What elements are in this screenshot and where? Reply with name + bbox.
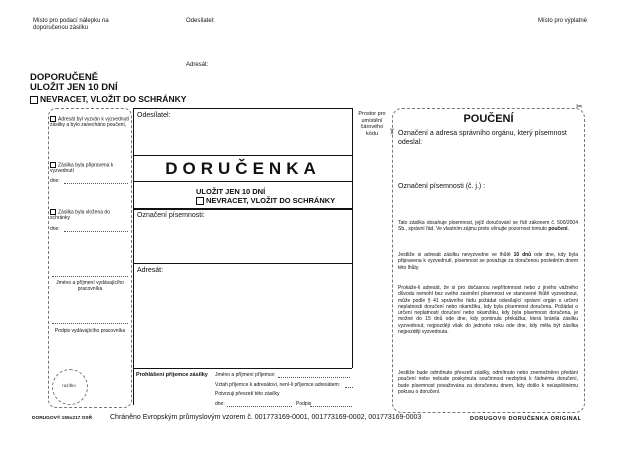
form-top-border [133, 108, 352, 109]
form-sender-label: Odesílatel: [137, 112, 171, 119]
form-store-10-days: ULOŽIT JEN 10 DNÍ [196, 187, 266, 196]
instruction-paragraph-4: Jestliže bude odmítnuto převzetí zásilky, odmítnuto nebo znemožněno předání poučení nebo nebude poskytnuta součinnost nezbytná k řádnému doručení, bude písemnost považována za doručenou dnem, kdy došlo k neúspěšnému pokusu o doručení. [398, 370, 578, 395]
form-left-border [133, 108, 134, 405]
prepared-checkbox[interactable] [50, 162, 56, 168]
sender-header-label: Odesílatel: [186, 18, 215, 24]
sticker-place-label: Místo pro podací nálepku na doporučenou zásilku [33, 18, 109, 31]
prepared-day-label: dne: [50, 178, 60, 184]
signature-label: Podpis [296, 401, 312, 407]
addressee-header-label: Adresát: [186, 62, 209, 68]
p1-text: Tato zásilka obsahuje písemnost, jejíž doručování se řídí zákonem č. 500/2004 Sb., správní řád. Ve vlastním zájmu proto věnujte pozornost tomuto [398, 220, 578, 233]
no-return-checkbox[interactable] [30, 96, 38, 104]
p2-end: ode dne, kdy byla připravena k vyzvednutí, písemnost se považuje za doručenou posledním dnem této lhůty. [398, 252, 578, 271]
authority-label: Označení a adresa správního orgánu, který písemnost odeslal: [398, 130, 567, 146]
relation-field[interactable] [345, 387, 353, 388]
notified-checkbox[interactable] [50, 116, 56, 122]
worker-name-label: Jméno a příjmení vydávajícího pracovníka [56, 280, 124, 292]
prepared-day-field[interactable] [64, 183, 128, 184]
doruckenka-title: DORUČENKA [165, 159, 321, 178]
footer-protection: Chráněno Evropským průmyslovým vzorem č. 001773169-0001, 001773169-0002, 001773169-0003 [110, 414, 422, 421]
stamp-label: razítko [62, 383, 76, 388]
worker-sign-field[interactable] [52, 323, 128, 324]
scissors-right-icon: ✂ [576, 102, 583, 111]
p2-bold: 10 dnů [513, 252, 532, 258]
left-strip [48, 108, 132, 408]
instruction-paragraph-1 [398, 220, 578, 233]
form-no-return-text: NEVRACET, VLOŽIT DO SCHRÁNKY [206, 196, 336, 205]
worker-name-field[interactable] [52, 276, 128, 277]
instruction-title: POUČENÍ [463, 113, 514, 125]
instruction-doc-mark-label: Označení písemnosti (č. j.) : [398, 183, 486, 190]
registered-title: DOPORUČENĚ [30, 72, 99, 83]
declaration-date-label: dne: [215, 401, 225, 407]
prepared-label: Zásilka byla připravena k vyzvednutí [50, 162, 114, 175]
notified-label: Adresát byl vyzván k vyzvednutí zásilky a bylo zanecháno poučení, [50, 116, 130, 129]
form-doc-mark-label: Označení písemnosti: [137, 212, 205, 219]
store-10-days-title: ULOŽIT JEN 10 DNÍ [30, 82, 118, 93]
inserted-label: Zásilka byla vložena do schránky [50, 209, 110, 222]
form-no-return-row [196, 196, 335, 205]
check-notified-row [50, 116, 130, 128]
check-prepared-row [50, 162, 130, 174]
relation-label: Vztah příjemce k adresátovi, není-li příjemce adresátem: [215, 382, 341, 388]
form-addressee-label: Adresát: [137, 267, 164, 274]
instruction-paragraph-2 [398, 252, 578, 271]
form-thick-divider [133, 208, 352, 210]
stamp-place-label: Místo pro výplatné [538, 18, 588, 24]
footer-brand: DORUGOV® DORUČENKA ORIGINAL [470, 416, 582, 422]
form-right-border [352, 108, 353, 368]
form-addressee-divider [133, 263, 352, 264]
confirm-label: Potvrzuji převzetí této zásilky [215, 391, 280, 397]
form-no-return-checkbox[interactable] [196, 197, 204, 205]
instruction-paragraph-3: Prokáže-li adresát, že si pro dočasnou nepřítomnost nebo z jiného vážného důvodu nemohl bez svého zavinění písemnost ve stanovené lhůtě vyzvednout, může podle § 41 správního řádu požádat odesílající správní orgán o určení neplatnosti doručení nebo okamžiku, kdy byla písemnost doručena. Požádat o určení neplatnosti doručení nebo okamžiku, kdy byla písemnost doručena, je možné do 15 dnů ode dne, kdy pominula překážka, která bránila zásilku vyzvednout, nejpozději však do jednoho roku ode dne, kdy měla být zásilka nejpozději vyzvednuta. [398, 285, 578, 336]
no-return-title-text: NEVRACET, VLOŽIT DO SCHRÁNKY [40, 94, 187, 104]
form-bottom-border [133, 368, 352, 369]
worker-sign-label: Podpis vydávajícího pracovníka [54, 328, 126, 334]
inserted-checkbox[interactable] [50, 209, 56, 215]
scissors-left-icon: ✂ [386, 128, 396, 135]
inserted-date-field[interactable] [64, 231, 128, 232]
footer-code: DORUGOV® 155x217 OSŘ [32, 416, 93, 421]
recipient-name-label: Jméno a příjmení příjemce: [215, 372, 276, 378]
declaration-date-field[interactable] [227, 406, 292, 407]
declaration-heading: Prohlášení příjemce zásilky [136, 372, 208, 378]
p1-bold: poučení [548, 226, 568, 233]
p2-text: Jestliže si adresát zásilku nevyzvedne ve lhůtě [398, 252, 514, 258]
no-return-title [30, 94, 186, 104]
check-inserted-row [50, 209, 130, 221]
signature-field[interactable] [310, 406, 352, 407]
inserted-date-label: dne: [50, 226, 60, 232]
p1-end: . [567, 226, 569, 233]
recipient-name-field[interactable] [278, 377, 350, 378]
barcode-place-label: Prostor pro umístění čárového kódu [358, 111, 386, 137]
